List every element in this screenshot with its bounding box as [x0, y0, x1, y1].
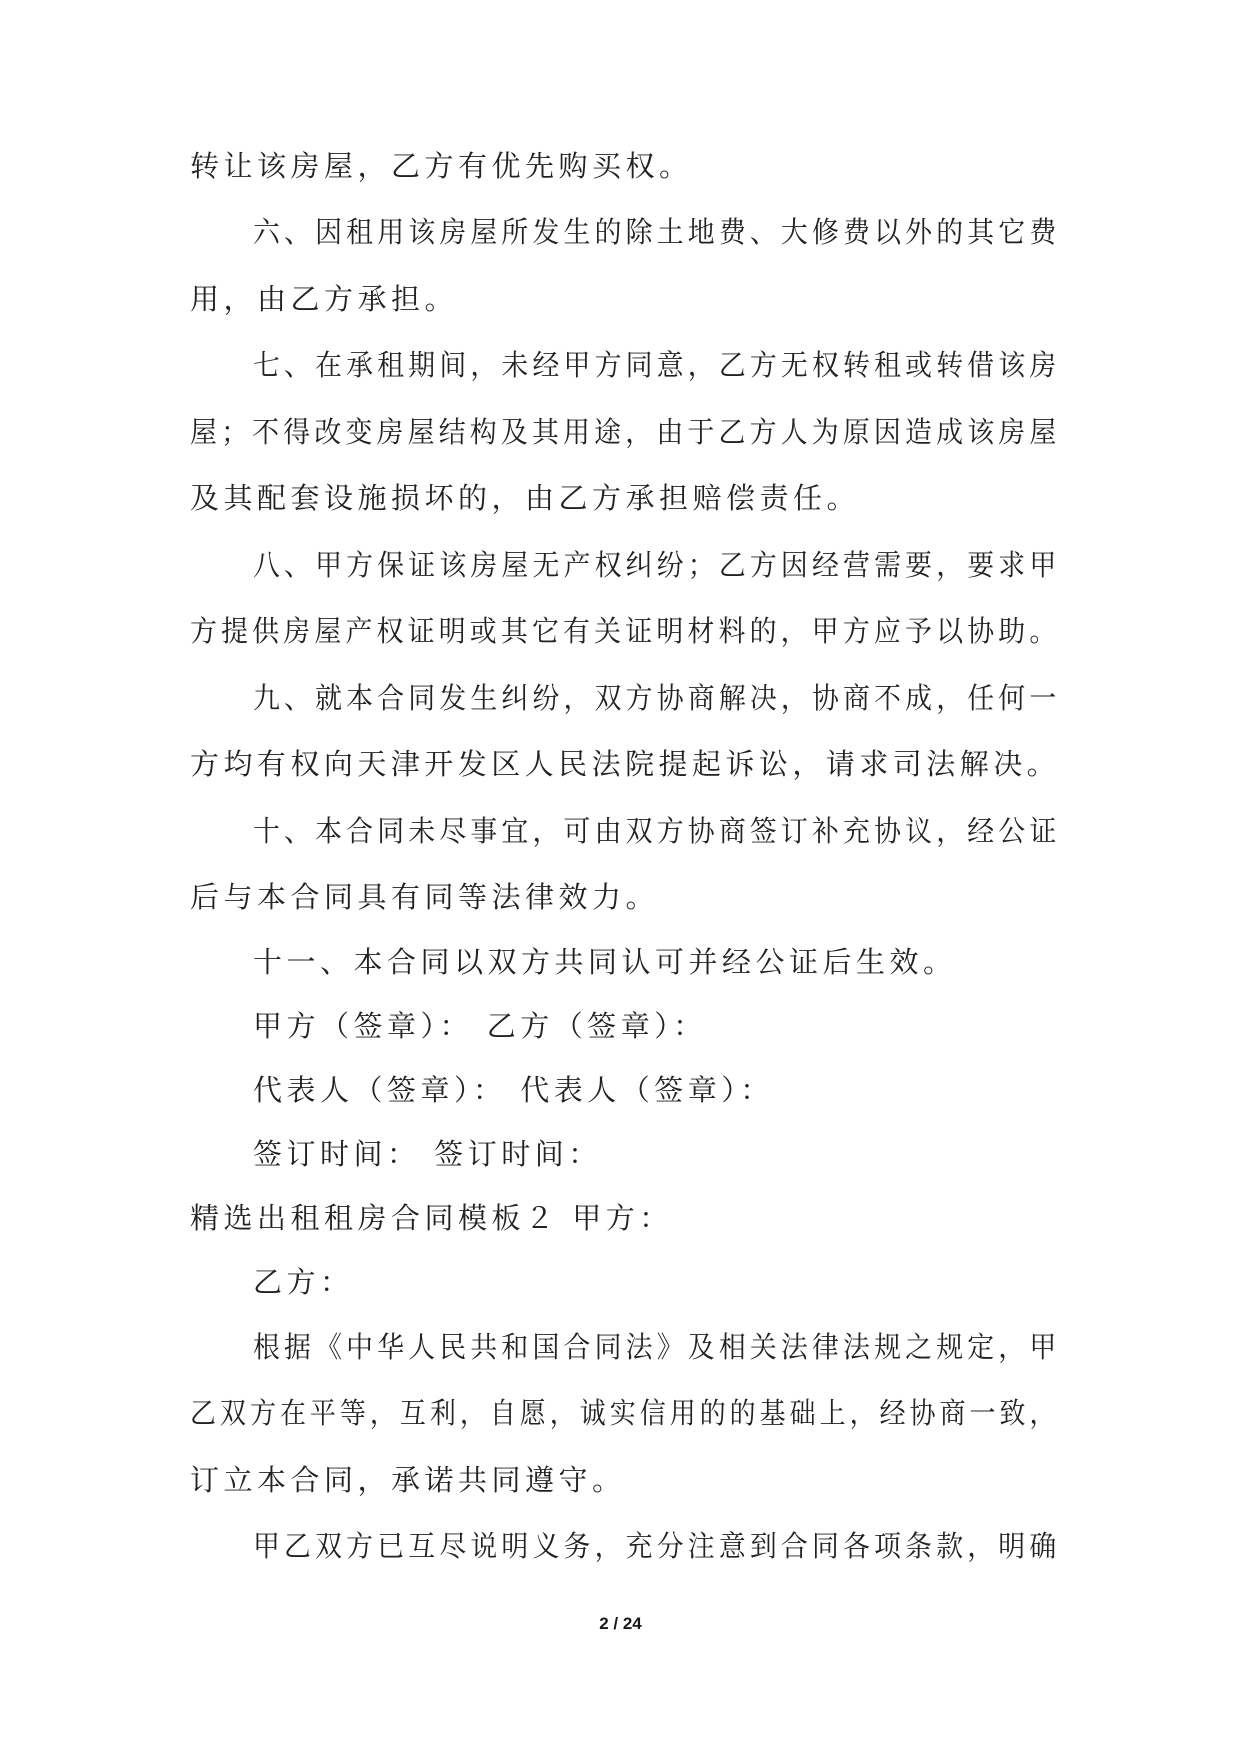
- text-line: 十、本合同未尽事宜，可由双方协商签订补充协议，经公证: [253, 814, 1061, 848]
- signature-line: 签订时间： 签订时间：: [253, 1137, 602, 1171]
- signature-line: 甲方（签章）： 乙方（签章）：: [253, 1009, 707, 1043]
- text-line: 甲乙双方已互尽说明义务，充分注意到合同各项条款，明确: [253, 1529, 1061, 1563]
- section-heading: 精选出租租房合同模板２ 甲方：: [190, 1201, 673, 1235]
- text-line: 订立本合同，承诺共同遵守。: [190, 1463, 626, 1497]
- text-line: 八、甲方保证该房屋无产权纠纷；乙方因经营需要，要求甲: [253, 548, 1061, 582]
- signature-line: 代表人（签章）： 代表人（签章）：: [253, 1073, 774, 1107]
- text-line: 后与本合同具有同等法律效力。: [190, 880, 660, 914]
- page-number: 2 / 24: [599, 1614, 642, 1633]
- text-line: 方均有权向天津开发区人民法院提起诉讼，请求司法解决。: [190, 747, 1061, 781]
- text-line: 转让该房屋，乙方有优先购买权。: [190, 149, 693, 183]
- text-line: 乙方：: [253, 1265, 354, 1299]
- text-line: 屋；不得改变房屋结构及其用途，由于乙方人为原因造成该房屋: [190, 415, 1061, 449]
- text-line: 根据《中华人民共和国合同法》及相关法律法规之规定，甲: [253, 1330, 1061, 1364]
- text-line: 十一、本合同以双方共同认可并经公证后生效。: [253, 945, 957, 979]
- text-line: 用，由乙方承担。: [190, 282, 459, 316]
- text-line: 及其配套设施损坏的，由乙方承担赔偿责任。: [190, 481, 861, 515]
- text-line: 七、在承租期间，未经甲方同意，乙方无权转租或转借该房: [253, 348, 1061, 382]
- text-line: 乙双方在平等，互利，自愿，诚实信用的的基础上，经协商一致，: [190, 1396, 1060, 1430]
- text-line: 方提供房屋产权证明或其它有关证明材料的，甲方应予以协助。: [190, 614, 1061, 648]
- text-line: 九、就本合同发生纠纷，双方协商解决，协商不成，任何一: [253, 681, 1061, 715]
- text-line: 六、因租用该房屋所发生的除土地费、大修费以外的其它费: [253, 215, 1061, 249]
